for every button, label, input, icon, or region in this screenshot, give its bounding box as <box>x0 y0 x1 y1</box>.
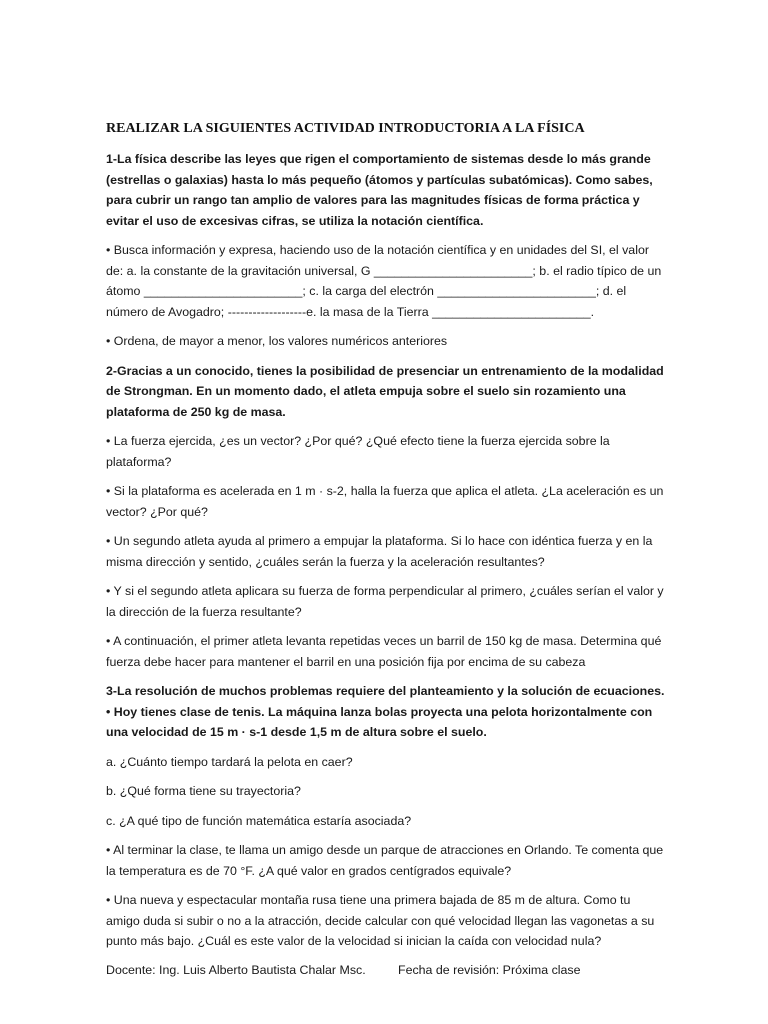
question-1-intro: 1-La física describe las leyes que rigen el comportamiento de sistemas desde lo más grande (estrellas o galaxias) hasta lo más pequeño (átomos y partículas subatómicas). Como sabes, para cubrir un rango tan amplio de valores para las magnitudes físicas de forma práctica y evitar el uso de excesivas cifras, se utiliza la notación científica. <box>106 152 653 228</box>
question-3-task-rollercoaster: • Una nueva y espectacular montaña rusa tiene una primera bajada de 85 m de altura. Como tu amigo duda si subir o no a la atracción, decide calcular con qué velocidad llegan las vagonetas a su punto más bajo. ¿Cuál es este valor de la velocidad si inician la caída con velocidad nula? <box>106 893 655 948</box>
question-2-task-perpendicular: • Y si el segundo atleta aplicara su fuerza de forma perpendicular al primero, ¿cuáles serían el valor y la dirección de la fuerza resultante? <box>106 584 664 619</box>
document-title: REALIZAR LA SIGUIENTES ACTIVIDAD INTRODUCTORIA A LA FÍSICA <box>106 121 585 136</box>
document-footer <box>106 961 666 979</box>
question-3-part-c: c. ¿A qué tipo de función matemática estaría asociada? <box>106 813 412 828</box>
document-body <box>106 120 666 961</box>
question-2-task-vector: • La fuerza ejercida, ¿es un vector? ¿Por qué? ¿Qué efecto tiene la fuerza ejercida sobre la plataforma? <box>106 434 610 469</box>
footer-teacher: Docente: Ing. Luis Alberto Bautista Chalar Msc. <box>106 963 366 977</box>
question-3-part-a: a. ¿Cuánto tiempo tardará la pelota en caer? <box>106 754 353 769</box>
question-2-task-acceleration: • Si la plataforma es acelerada en 1 m · s-2, halla la fuerza que aplica el atleta. ¿La aceleración es un vector? ¿Por qué? <box>106 484 664 519</box>
question-1-task-order: • Ordena, de mayor a menor, los valores numéricos anteriores <box>106 334 448 348</box>
question-3-intro: 3-La resolución de muchos problemas requiere del planteamiento y la solución de ecuaciones. • Hoy tienes clase de tenis. La máquina lanza bolas proyecta una pelota horizontalmente con una velocidad de 15 m · s-1 desde 1,5 m de altura sobre el suelo. <box>106 684 665 739</box>
question-3-part-b: b. ¿Qué forma tiene su trayectoria? <box>106 784 301 798</box>
footer-review-date: Fecha de revisión: Próxima clase <box>398 963 581 977</box>
question-1-task-search: • Busca información y expresa, haciendo uso de la notación científica y en unidades del SI, el valor de: a. la constante de la gravitación universal, G _______________________; b. el radio típico de un átomo _______________________; c. la carga del electrón _______________________; d. el número de Avogadro; -------------------e. la masa de la Tierra _______________________. <box>106 243 662 319</box>
question-3-task-temperature: • Al terminar la clase, te llama un amigo desde un parque de atracciones en Orlando. Te comenta que la temperatura es de 70 °F. ¿A qué valor en grados centígrados equivale? <box>106 843 664 878</box>
question-2-intro: 2-Gracias a un conocido, tienes la posibilidad de presenciar un entrenamiento de la modalidad de Strongman. En un momento dado, el atleta empuja sobre el suelo sin rozamiento una plataforma de 250 kg de masa. <box>106 363 664 419</box>
question-2-task-barrel: • A continuación, el primer atleta levanta repetidas veces un barril de 150 kg de masa. Determina qué fuerza debe hacer para mantener el barril en una posición fija por encima de su cabeza <box>106 634 662 669</box>
question-2-task-second-athlete: • Un segundo atleta ayuda al primero a empujar la plataforma. Si lo hace con idéntica fuerza y en la misma dirección y sentido, ¿cuáles serán la fuerza y la aceleración resultantes? <box>106 534 653 569</box>
